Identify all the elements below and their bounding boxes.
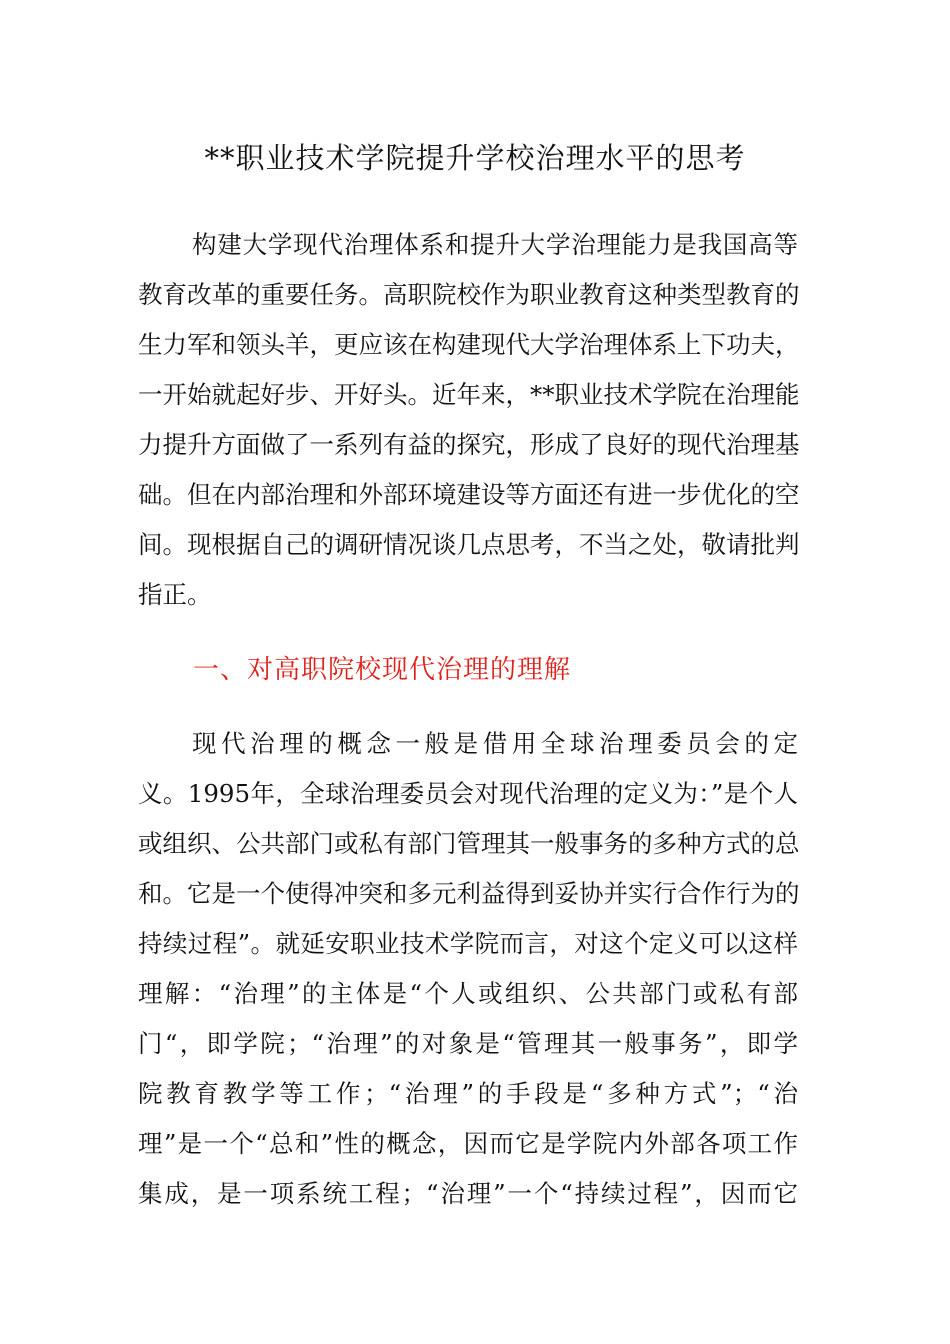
- document-title: **职业技术学院提升学校治理水平的思考: [204, 141, 746, 175]
- paragraph-line: 理解：“治理”的主体是“个人或组织、公共部门或私有部: [138, 979, 798, 1008]
- paragraph-line: 或组织、公共部门或私有部门管理其一般事务的多种方式的总: [138, 829, 800, 858]
- paragraph-line: 理”是一个“总和”性的概念，因而它是学院内外部各项工作: [138, 1129, 798, 1158]
- paragraph-line: 现代治理的概念一般是借用全球治理委员会的定: [192, 729, 798, 758]
- paragraph-line: 院教育教学等工作；“治理”的手段是“多种方式”；“治: [138, 1079, 798, 1108]
- section-heading: 一、对高职院校现代治理的理解: [193, 655, 572, 685]
- paragraph-line: 门“，即学院；“治理”的对象是“管理其一般事务”，即学: [138, 1029, 798, 1058]
- paragraph-line: 指正。: [138, 580, 212, 609]
- paragraph-line: 义。1995年，全球治理委员会对现代治理的定义为：”是个人: [138, 779, 798, 808]
- paragraph-line: 教育改革的重要任务。高职院校作为职业教育这种类型教育的: [138, 280, 800, 309]
- paragraph-line: 和。它是一个使得冲突和多元利益得到妥协并实行合作行为的: [138, 879, 800, 908]
- paragraph-line: 力提升方面做了一系列有益的探究，形成了良好的现代治理基: [138, 430, 800, 459]
- paragraph-line: 础。但在内部治理和外部环境建设等方面还有进一步优化的空: [138, 480, 800, 509]
- paragraph-line: 持续过程”。就延安职业技术学院而言，对这个定义可以这样: [138, 929, 798, 958]
- paragraph-line: 构建大学现代治理体系和提升大学治理能力是我国高等: [192, 230, 798, 259]
- paragraph-line: 集成，是一项系统工程；“治理”一个“持续过程”，因而它: [138, 1179, 798, 1208]
- paragraph-line: 间。现根据自己的调研情况谈几点思考，不当之处，敬请批判: [138, 530, 800, 559]
- paragraph-line: 一开始就起好步、开好头。近年来，**职业技术学院在治理能: [138, 380, 800, 409]
- paragraph-line: 生力军和领头羊，更应该在构建现代大学治理体系上下功夫，: [138, 330, 800, 359]
